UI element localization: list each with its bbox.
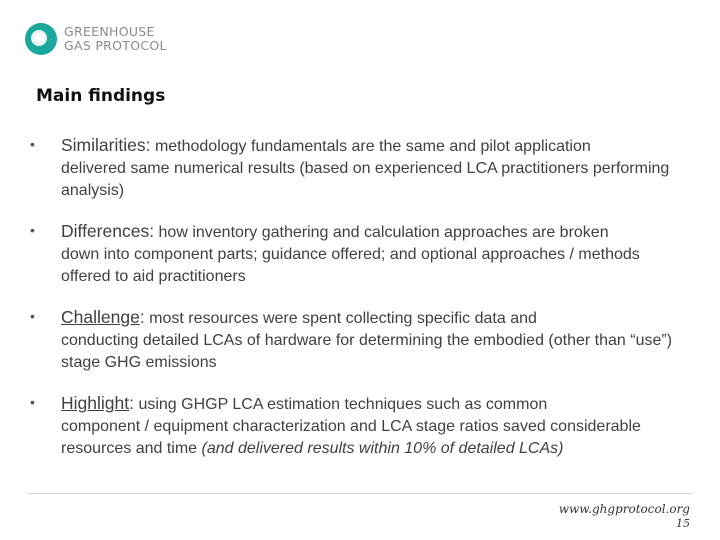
bullet-term: Challenge — [61, 307, 140, 327]
footer-divider — [28, 493, 692, 494]
bullet-rest: delivered same numerical results (based on experienced LCA practitioners performing analysis) — [61, 160, 670, 199]
bullet-term-colon: : — [145, 135, 151, 155]
logo-circle-icon — [24, 22, 58, 56]
bullet-dot: • — [30, 222, 35, 238]
bullet-lead: how inventory gathering and calculation approaches are broken — [158, 224, 609, 241]
bullet-rest-italic: (and delivered results within 10% of detailed LCAs) — [201, 439, 564, 457]
page-number: 15 — [676, 517, 690, 530]
bullet-term-colon: : — [129, 393, 134, 413]
bullet-term-colon: : — [149, 221, 155, 241]
slide-title: Main findings — [36, 86, 166, 106]
findings-list — [30, 134, 690, 478]
bullet-term-colon: : — [139, 307, 145, 327]
bullet-dot: • — [30, 308, 35, 324]
bullet-term: Similarities — [61, 135, 146, 155]
bullet-term: Highlight — [61, 393, 130, 413]
bullet-dot: • — [30, 136, 35, 152]
bullet-lead: methodology fundamentals are the same and pilot application — [154, 138, 591, 155]
finding-similarities — [30, 134, 690, 201]
finding-challenge — [30, 306, 690, 373]
logo-line-1: GREENHOUSE — [64, 24, 155, 39]
finding-highlight — [30, 392, 690, 459]
logo-line-2: GAS PROTOCOL — [64, 38, 167, 53]
ghg-protocol-logo — [24, 22, 167, 56]
footer-url: www.ghgprotocol.org — [558, 502, 690, 516]
bullet-rest-plain: component / equipment characterization and LCA stage ratios saved considerable resources and time — [61, 418, 641, 457]
bullet-lead: most resources were spent collecting specific data and — [149, 310, 537, 327]
bullet-lead: using GHGP LCA estimation techniques such as common — [138, 396, 548, 413]
bullet-dot: • — [30, 394, 35, 410]
logo-text — [64, 25, 167, 53]
bullet-rest: down into component parts; guidance offered; and optional approaches / methods offered to aid practitioners — [61, 246, 640, 285]
finding-differences — [30, 220, 690, 287]
bullet-term: Differences — [61, 221, 150, 241]
bullet-rest — [61, 416, 690, 459]
bullet-rest: conducting detailed LCAs of hardware for determining the embodied (other than “use”) stage GHG emissions — [61, 332, 673, 371]
